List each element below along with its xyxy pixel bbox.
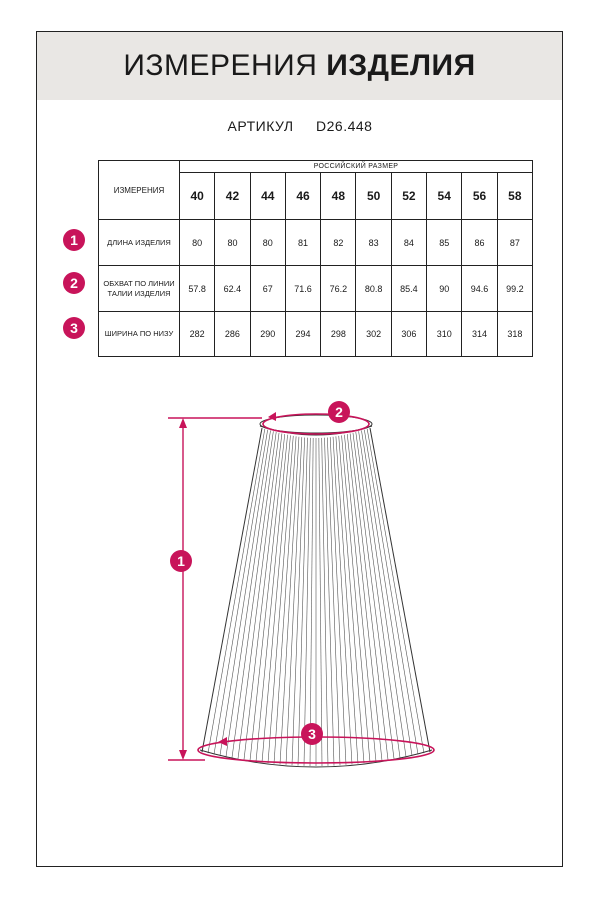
table-cell: 286 <box>215 312 250 357</box>
table-cell: 85.4 <box>391 266 426 312</box>
table-cell: 81 <box>285 220 320 266</box>
table-cell: 83 <box>356 220 391 266</box>
size-header: 54 <box>427 173 462 220</box>
pleat-line <box>353 433 394 759</box>
size-header: 48 <box>321 173 356 220</box>
size-header: 50 <box>356 173 391 220</box>
table-cell: 94.6 <box>462 266 497 312</box>
table-cell: 310 <box>427 312 462 357</box>
pleat-line <box>304 438 310 766</box>
pleats <box>208 429 424 766</box>
row-label: ОБХВАТ ПО ЛИНИИ ТАЛИИ ИЗДЕЛИЯ <box>99 266 180 312</box>
table-cell: 85 <box>427 220 462 266</box>
pleat-line <box>310 438 313 766</box>
pleat-line <box>364 430 418 755</box>
length-measure <box>168 418 262 760</box>
hem-marker: 3 <box>301 723 323 745</box>
pleat-line <box>367 429 424 753</box>
row-number-badge: 1 <box>63 229 85 251</box>
size-header: 40 <box>180 173 215 220</box>
pleat-line <box>361 430 412 755</box>
pleat-line <box>322 438 328 766</box>
row-label: ДЛИНА ИЗДЕЛИЯ <box>99 220 180 266</box>
table-corner-label: ИЗМЕРЕНИЯ <box>99 161 180 220</box>
title-bold: ИЗДЕЛИЯ <box>326 49 476 82</box>
table-cell: 84 <box>391 220 426 266</box>
table-cell: 67 <box>250 266 285 312</box>
size-header: 42 <box>215 173 250 220</box>
table-cell: 71.6 <box>285 266 320 312</box>
table-cell: 62.4 <box>215 266 250 312</box>
pleat-line <box>356 432 400 758</box>
title-light: ИЗМЕРЕНИЯ <box>123 49 318 82</box>
size-header: 46 <box>285 173 320 220</box>
pleat-line <box>214 430 268 755</box>
table-cell: 80 <box>215 220 250 266</box>
row-number-badge: 2 <box>63 272 85 294</box>
table-cell: 290 <box>250 312 285 357</box>
pleat-line <box>274 436 296 763</box>
waist-marker: 2 <box>328 401 350 423</box>
table-cell: 302 <box>356 312 391 357</box>
table-cell: 99.2 <box>497 266 532 312</box>
pleat-line <box>220 430 271 755</box>
table-cell: 57.8 <box>180 266 215 312</box>
article-code: D26.448 <box>316 118 373 134</box>
table-cell: 76.2 <box>321 266 356 312</box>
article-label: АРТИКУЛ <box>227 118 294 134</box>
table-cell: 294 <box>285 312 320 357</box>
table-cell: 80.8 <box>356 266 391 312</box>
table-cell: 282 <box>180 312 215 357</box>
pleat-line <box>319 438 322 766</box>
table-cell: 314 <box>462 312 497 357</box>
pleat-line <box>238 433 279 759</box>
row-label: ШИРИНА ПО НИЗУ <box>99 312 180 357</box>
table-cell: 298 <box>321 312 356 357</box>
pleat-line <box>359 431 406 756</box>
pleat-line <box>232 432 276 758</box>
row-number-badge: 3 <box>63 317 85 339</box>
table-cell: 87 <box>497 220 532 266</box>
size-header: 58 <box>497 173 532 220</box>
size-header: 44 <box>250 173 285 220</box>
table-cell: 306 <box>391 312 426 357</box>
table-cell: 82 <box>321 220 356 266</box>
pleat-line <box>208 429 265 753</box>
table-cell: 86 <box>462 220 497 266</box>
table-cell: 80 <box>180 220 215 266</box>
pleat-line <box>336 436 358 763</box>
table-cell: 318 <box>497 312 532 357</box>
size-header: 56 <box>462 173 497 220</box>
table-cell: 90 <box>427 266 462 312</box>
length-marker: 1 <box>170 550 192 572</box>
size-group-header: РОССИЙСКИЙ РАЗМЕР <box>180 161 533 173</box>
table-cell: 80 <box>250 220 285 266</box>
pleat-line <box>226 431 273 756</box>
size-header: 52 <box>391 173 426 220</box>
